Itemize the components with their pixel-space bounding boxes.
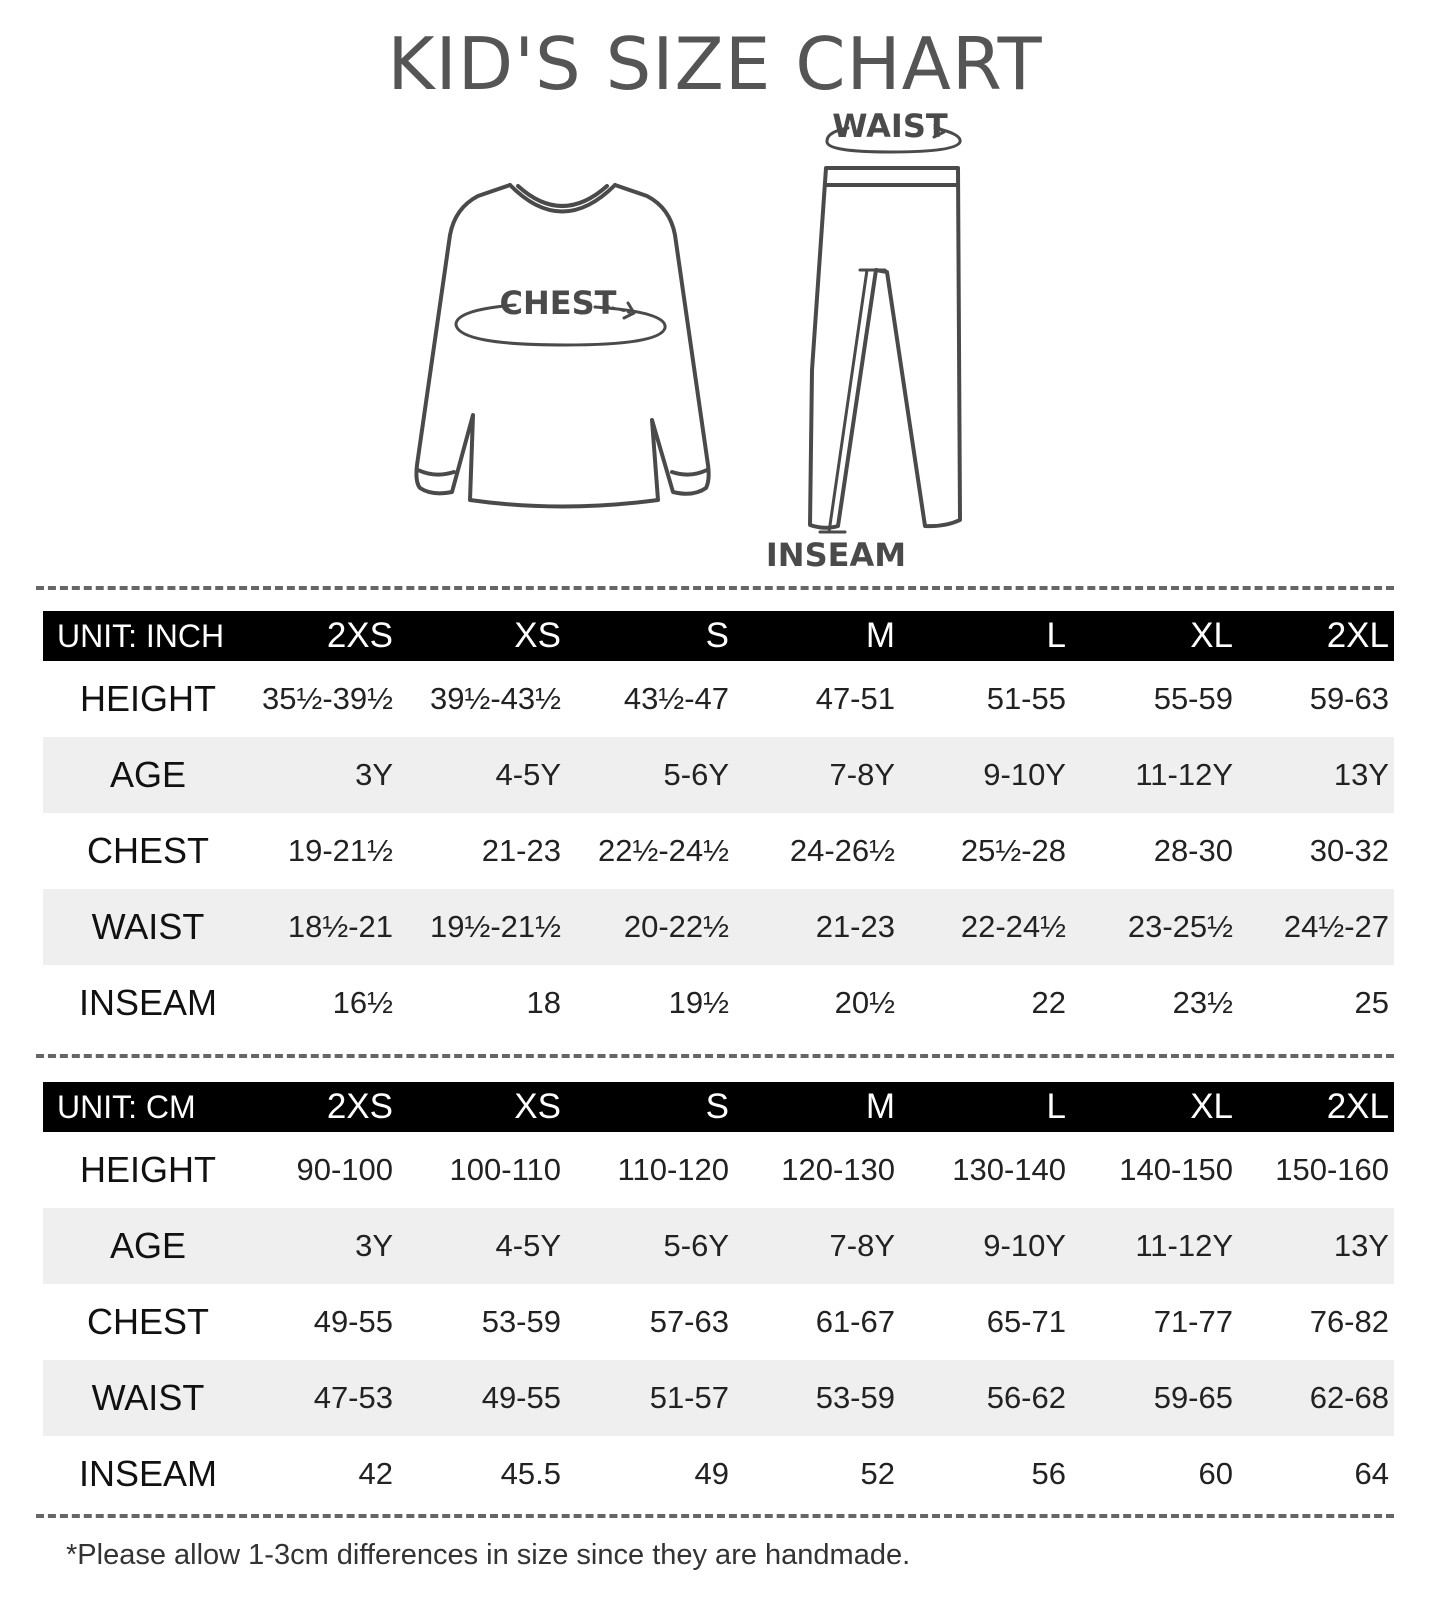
size-header: M <box>865 1087 895 1126</box>
row-label: CHEST <box>86 830 209 871</box>
row-label: HEIGHT <box>79 1149 216 1190</box>
table-cell: 24½-27 <box>1283 909 1389 944</box>
size-table-inch <box>43 611 1394 1041</box>
table-row <box>43 813 1394 889</box>
row-label: HEIGHT <box>79 678 216 719</box>
table-cell: 59-63 <box>1309 681 1389 716</box>
table-cell: 61-67 <box>815 1304 895 1339</box>
table-cell: 13Y <box>1333 757 1389 792</box>
size-header: XS <box>514 616 561 655</box>
table-cell: 64 <box>1354 1456 1389 1491</box>
table-cell: 7-8Y <box>829 757 895 792</box>
table-row <box>43 965 1394 1041</box>
table-row <box>43 1208 1394 1284</box>
divider-middle <box>36 1054 1394 1058</box>
table-header-inch <box>43 611 1394 661</box>
table-cell: 24-26½ <box>789 833 895 868</box>
chest-label: CHEST <box>499 284 617 322</box>
table-body-cm <box>43 1132 1394 1512</box>
table-cell: 9-10Y <box>983 1228 1066 1263</box>
row-label: INSEAM <box>78 982 218 1023</box>
table-cell: 62-68 <box>1309 1380 1389 1415</box>
size-table-cm <box>43 1082 1394 1512</box>
unit-label: UNIT: CM <box>57 1088 196 1125</box>
table-cell: 35½-39½ <box>262 681 393 716</box>
table-cell: 9-10Y <box>983 757 1066 792</box>
table-cell: 3Y <box>355 1228 393 1263</box>
table-cell: 56-62 <box>986 1380 1066 1415</box>
table-cell: 28-30 <box>1153 833 1233 868</box>
table-cell: 5-6Y <box>663 757 729 792</box>
table-cell: 71-77 <box>1153 1304 1233 1339</box>
size-header: L <box>1046 1087 1066 1126</box>
row-label: CHEST <box>86 1301 209 1342</box>
table-cell: 140-150 <box>1119 1152 1233 1187</box>
table-cell: 56 <box>1031 1456 1066 1491</box>
garment-illustration <box>0 0 1430 600</box>
size-header: L <box>1046 616 1066 655</box>
table-cell: 18 <box>526 985 561 1020</box>
table-row <box>43 1436 1394 1512</box>
size-header: XL <box>1190 1087 1233 1126</box>
table-cell: 19-21½ <box>287 833 393 868</box>
table-row <box>43 661 1394 737</box>
table-cell: 43½-47 <box>623 681 729 716</box>
size-header: 2XL <box>1326 1087 1389 1126</box>
table-cell: 18½-21 <box>287 909 393 944</box>
table-cell: 23½ <box>1172 985 1233 1020</box>
size-header: XS <box>514 1087 561 1126</box>
table-cell: 11-12Y <box>1135 1228 1233 1263</box>
table-header-cm <box>43 1082 1394 1132</box>
table-cell: 25 <box>1354 985 1389 1020</box>
size-header: 2XS <box>326 616 393 655</box>
table-cell: 49-55 <box>313 1304 393 1339</box>
table-cell: 52 <box>860 1456 895 1491</box>
table-cell: 100-110 <box>449 1152 561 1187</box>
table-cell: 11-12Y <box>1135 757 1233 792</box>
table-cell: 22-24½ <box>960 909 1066 944</box>
table-cell: 5-6Y <box>663 1228 729 1263</box>
table-cell: 22½-24½ <box>598 833 729 868</box>
size-header: S <box>705 1087 729 1126</box>
table-cell: 65-71 <box>986 1304 1066 1339</box>
table-cell: 4-5Y <box>495 1228 561 1263</box>
table-row <box>43 889 1394 965</box>
table-cell: 53-59 <box>481 1304 561 1339</box>
row-label: INSEAM <box>78 1453 218 1494</box>
table-cell: 110-120 <box>617 1152 729 1187</box>
unit-label: UNIT: INCH <box>57 617 225 654</box>
inseam-label: INSEAM <box>765 536 907 574</box>
table-cell: 25½-28 <box>960 833 1066 868</box>
table-cell: 20½ <box>834 985 895 1020</box>
table-cell: 55-59 <box>1153 681 1233 716</box>
table-cell: 76-82 <box>1309 1304 1389 1339</box>
table-cell: 51-57 <box>649 1380 729 1415</box>
row-label: AGE <box>109 1225 187 1266</box>
table-body-inch <box>43 661 1394 1041</box>
size-header: 2XL <box>1326 616 1389 655</box>
table-cell: 21-23 <box>481 833 561 868</box>
waist-label: WAIST <box>832 107 948 145</box>
table-cell: 60 <box>1198 1456 1233 1491</box>
table-cell: 22 <box>1031 985 1066 1020</box>
table-cell: 49 <box>694 1456 729 1491</box>
table-cell: 45.5 <box>500 1456 561 1491</box>
table-cell: 30-32 <box>1309 833 1389 868</box>
footnote: *Please allow 1-3cm differences in size since they are handmade. <box>66 1539 911 1571</box>
table-cell: 3Y <box>355 757 393 792</box>
size-header: S <box>705 616 729 655</box>
size-header: 2XS <box>326 1087 393 1126</box>
table-cell: 21-23 <box>815 909 895 944</box>
table-cell: 57-63 <box>649 1304 729 1339</box>
table-row <box>43 1284 1394 1360</box>
table-cell: 47-53 <box>313 1380 393 1415</box>
table-cell: 4-5Y <box>495 757 561 792</box>
table-cell: 130-140 <box>952 1152 1066 1187</box>
row-label: AGE <box>109 754 187 795</box>
divider-bottom <box>36 1514 1394 1518</box>
table-cell: 42 <box>358 1456 393 1491</box>
table-cell: 16½ <box>332 985 393 1020</box>
table-row <box>43 1132 1394 1208</box>
pants-outline <box>810 168 960 528</box>
table-cell: 19½ <box>668 985 729 1020</box>
page-title: KID'S SIZE CHART <box>387 22 1043 106</box>
table-cell: 53-59 <box>815 1380 895 1415</box>
table-row <box>43 737 1394 813</box>
table-cell: 120-130 <box>781 1152 895 1187</box>
table-cell: 51-55 <box>986 681 1066 716</box>
inseam-measure-line <box>829 270 867 532</box>
table-cell: 19½-21½ <box>430 909 561 944</box>
table-cell: 39½-43½ <box>430 681 561 716</box>
table-cell: 7-8Y <box>829 1228 895 1263</box>
table-cell: 13Y <box>1333 1228 1389 1263</box>
table-cell: 90-100 <box>296 1152 393 1187</box>
table-cell: 49-55 <box>481 1380 561 1415</box>
row-label: WAIST <box>91 906 205 947</box>
table-cell: 150-160 <box>1275 1152 1389 1187</box>
table-row <box>43 1360 1394 1436</box>
size-header: XL <box>1190 616 1233 655</box>
size-header: M <box>865 616 895 655</box>
table-cell: 20-22½ <box>623 909 729 944</box>
row-label: WAIST <box>91 1377 205 1418</box>
table-cell: 59-65 <box>1153 1380 1233 1415</box>
table-cell: 23-25½ <box>1127 909 1233 944</box>
table-cell: 47-51 <box>815 681 895 716</box>
divider-top <box>36 586 1394 590</box>
